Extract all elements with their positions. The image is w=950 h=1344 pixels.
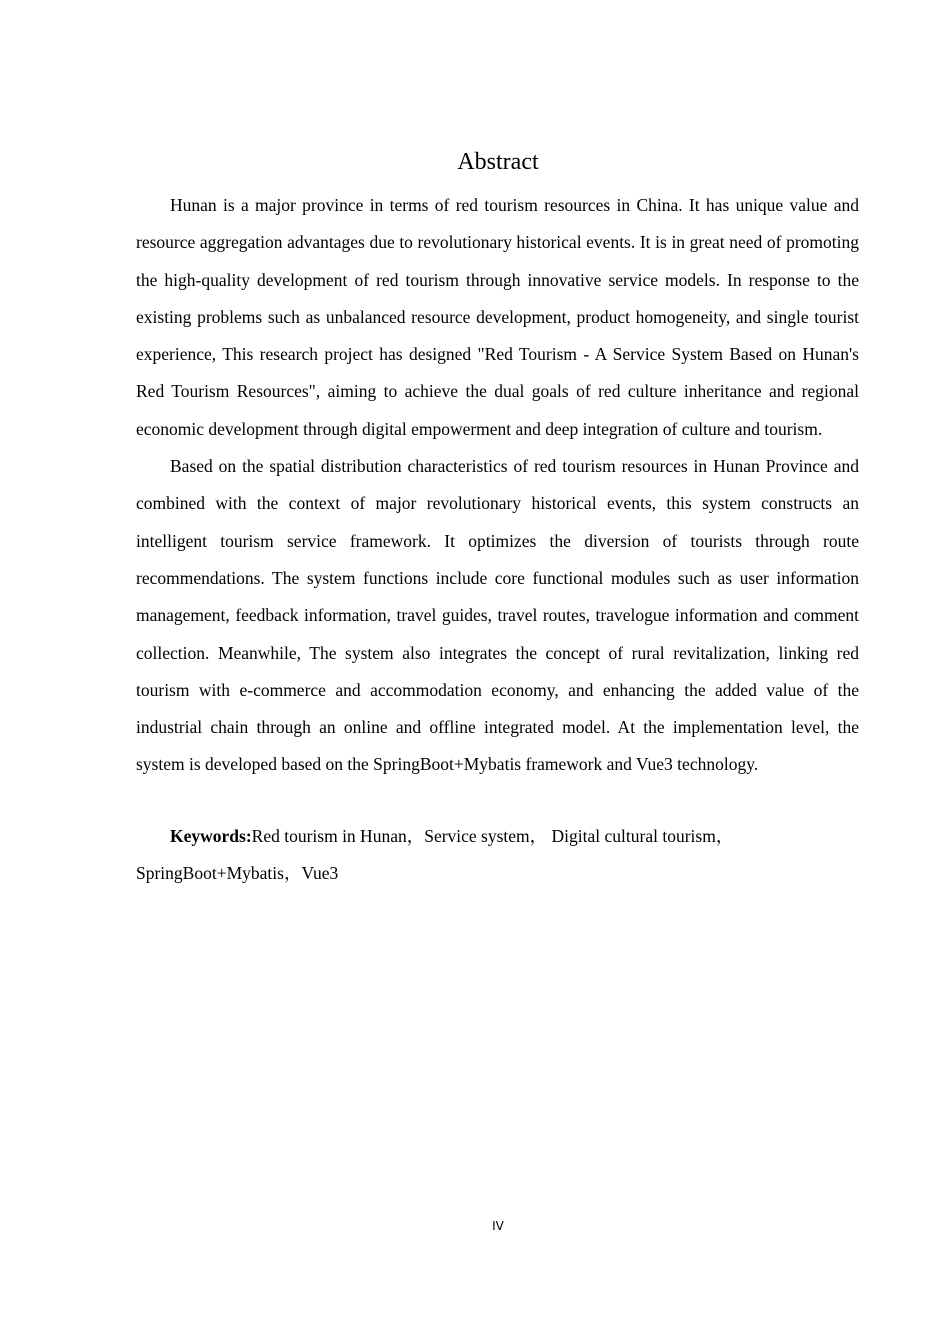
keywords-line: [136, 818, 859, 893]
abstract-paragraph-1: Hunan is a major province in terms of red tourism resources in China. It has unique value and resource aggregation advantages due to revolutionary historical events. It is in great need of promoting the high-quality development of red tourism through innovative service models. In response to the existing problems such as unbalanced resource development, product homogeneity, and single tourist experience, This research project has designed "Red Tourism - A Service System Based on Hunan's Red Tourism Resources", aiming to achieve the dual goals of red culture inheritance and regional economic development through digital empowerment and deep integration of culture and tourism.: [136, 195, 859, 439]
keywords-label: Keywords:: [170, 825, 252, 846]
page-number: IV: [492, 1219, 504, 1233]
abstract-paragraph-2: Based on the spatial distribution characteristics of red tourism resources in Hunan Province and combined with the context of major revolutionary historical events, this system constructs an intelligent tourism service framework. It optimizes the diversion of tourists through route recommendations. The system functions include core functional modules such as user information management, feedback information, travel guides, travel routes, travelogue information and comment collection. Meanwhile, The system also integrates the concept of rural revitalization, linking red tourism with e-commerce and accommodation economy, and enhancing the added value of the industrial chain through an online and offline integrated model. At the implementation level, the system is developed based on the SpringBoot+Mybatis framework and Vue3 technology.: [136, 456, 859, 775]
abstract-body: [136, 187, 859, 892]
keywords-list: Red tourism in Hunan，Service system， Digital cultural tourism，SpringBoot+Mybatis，Vue3: [136, 825, 734, 884]
page-title: Abstract: [457, 149, 539, 175]
